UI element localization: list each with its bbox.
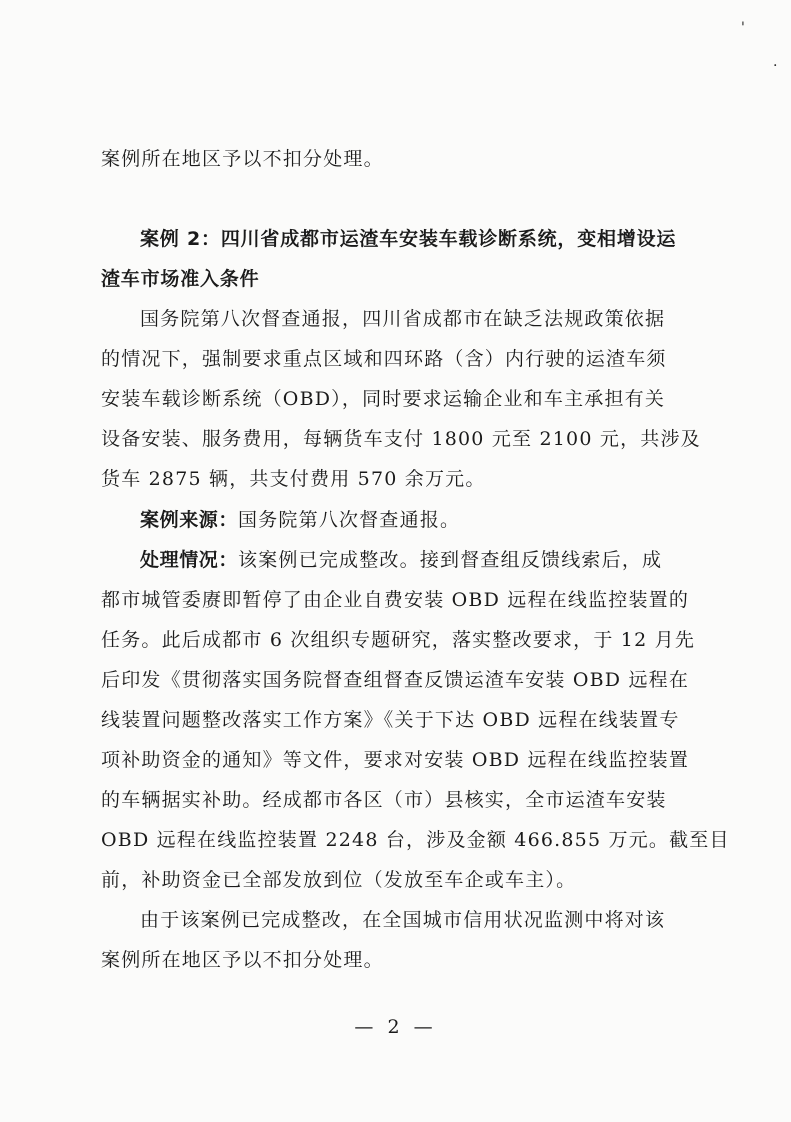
conclusion-paragraph-line-2: 案例所在地区予以不扣分处理。 bbox=[101, 949, 384, 971]
case-source-label: 案例来源： bbox=[140, 509, 239, 531]
handling-paragraph-line-4: 后印发《贯彻落实国务院督查组督查反馈运渣车安装 OBD 远程在 bbox=[101, 669, 690, 691]
handling-paragraph-line-1 bbox=[140, 547, 662, 573]
handling-paragraph-line-7: 的车辆据实补助。经成都市各区（市）县核实，全市运渣车安装 bbox=[101, 789, 667, 811]
summary-paragraph-line-5: 货车 2875 辆，共支付费用 570 余万元。 bbox=[101, 468, 486, 490]
page-number: — 2 — bbox=[354, 1016, 437, 1038]
case-heading-line-1: 案例 2：四川省成都市运渣车安装车载诊断系统，变相增设运 bbox=[140, 228, 677, 250]
handling-paragraph-line-2: 都市城管委赓即暂停了由企业自费安装 OBD 远程在线监控装置的 bbox=[101, 589, 690, 611]
scan-mark-dot: . bbox=[773, 54, 778, 70]
handling-label: 处理情况： bbox=[140, 549, 239, 571]
case-source-line bbox=[140, 507, 460, 533]
scan-mark-comma: ' bbox=[741, 20, 745, 36]
summary-paragraph-line-2: 的情况下，强制要求重点区域和四环路（含）内行驶的运渣车须 bbox=[101, 348, 667, 370]
case-heading-line-2: 渣车市场准入条件 bbox=[101, 268, 260, 290]
handling-text-1: 该案例已完成整改。接到督查组反馈线索后，成 bbox=[238, 549, 663, 571]
handling-paragraph-line-5: 线装置问题整改落实工作方案》《关于下达 OBD 远程在线装置专 bbox=[101, 709, 680, 731]
case-source-text: 国务院第八次督查通报。 bbox=[238, 509, 461, 531]
handling-paragraph-line-3: 任务。此后成都市 6 次组织专题研究，落实整改要求，于 12 月先 bbox=[101, 629, 696, 651]
handling-paragraph-line-9: 前，补助资金已全部发放到位（发放至车企或车主）。 bbox=[101, 869, 577, 891]
summary-paragraph-line-4: 设备安装、服务费用，每辆货车支付 1800 元至 2100 元，共涉及 bbox=[101, 428, 701, 450]
handling-paragraph-line-8: OBD 远程在线监控装置 2248 台，涉及金额 466.855 万元。截至目 bbox=[101, 829, 730, 851]
carryover-paragraph-line: 案例所在地区予以不扣分处理。 bbox=[101, 148, 384, 170]
conclusion-paragraph-line-1: 由于该案例已完成整改，在全国城市信用状况监测中将对该 bbox=[140, 909, 666, 931]
handling-paragraph-line-6: 项补助资金的通知》等文件，要求对安装 OBD 远程在线监控装置 bbox=[101, 749, 690, 771]
summary-paragraph-line-3: 安装车载诊断系统（OBD），同时要求运输企业和车主承担有关 bbox=[101, 388, 666, 410]
summary-paragraph-line-1: 国务院第八次督查通报，四川省成都市在缺乏法规政策依据 bbox=[140, 308, 666, 330]
